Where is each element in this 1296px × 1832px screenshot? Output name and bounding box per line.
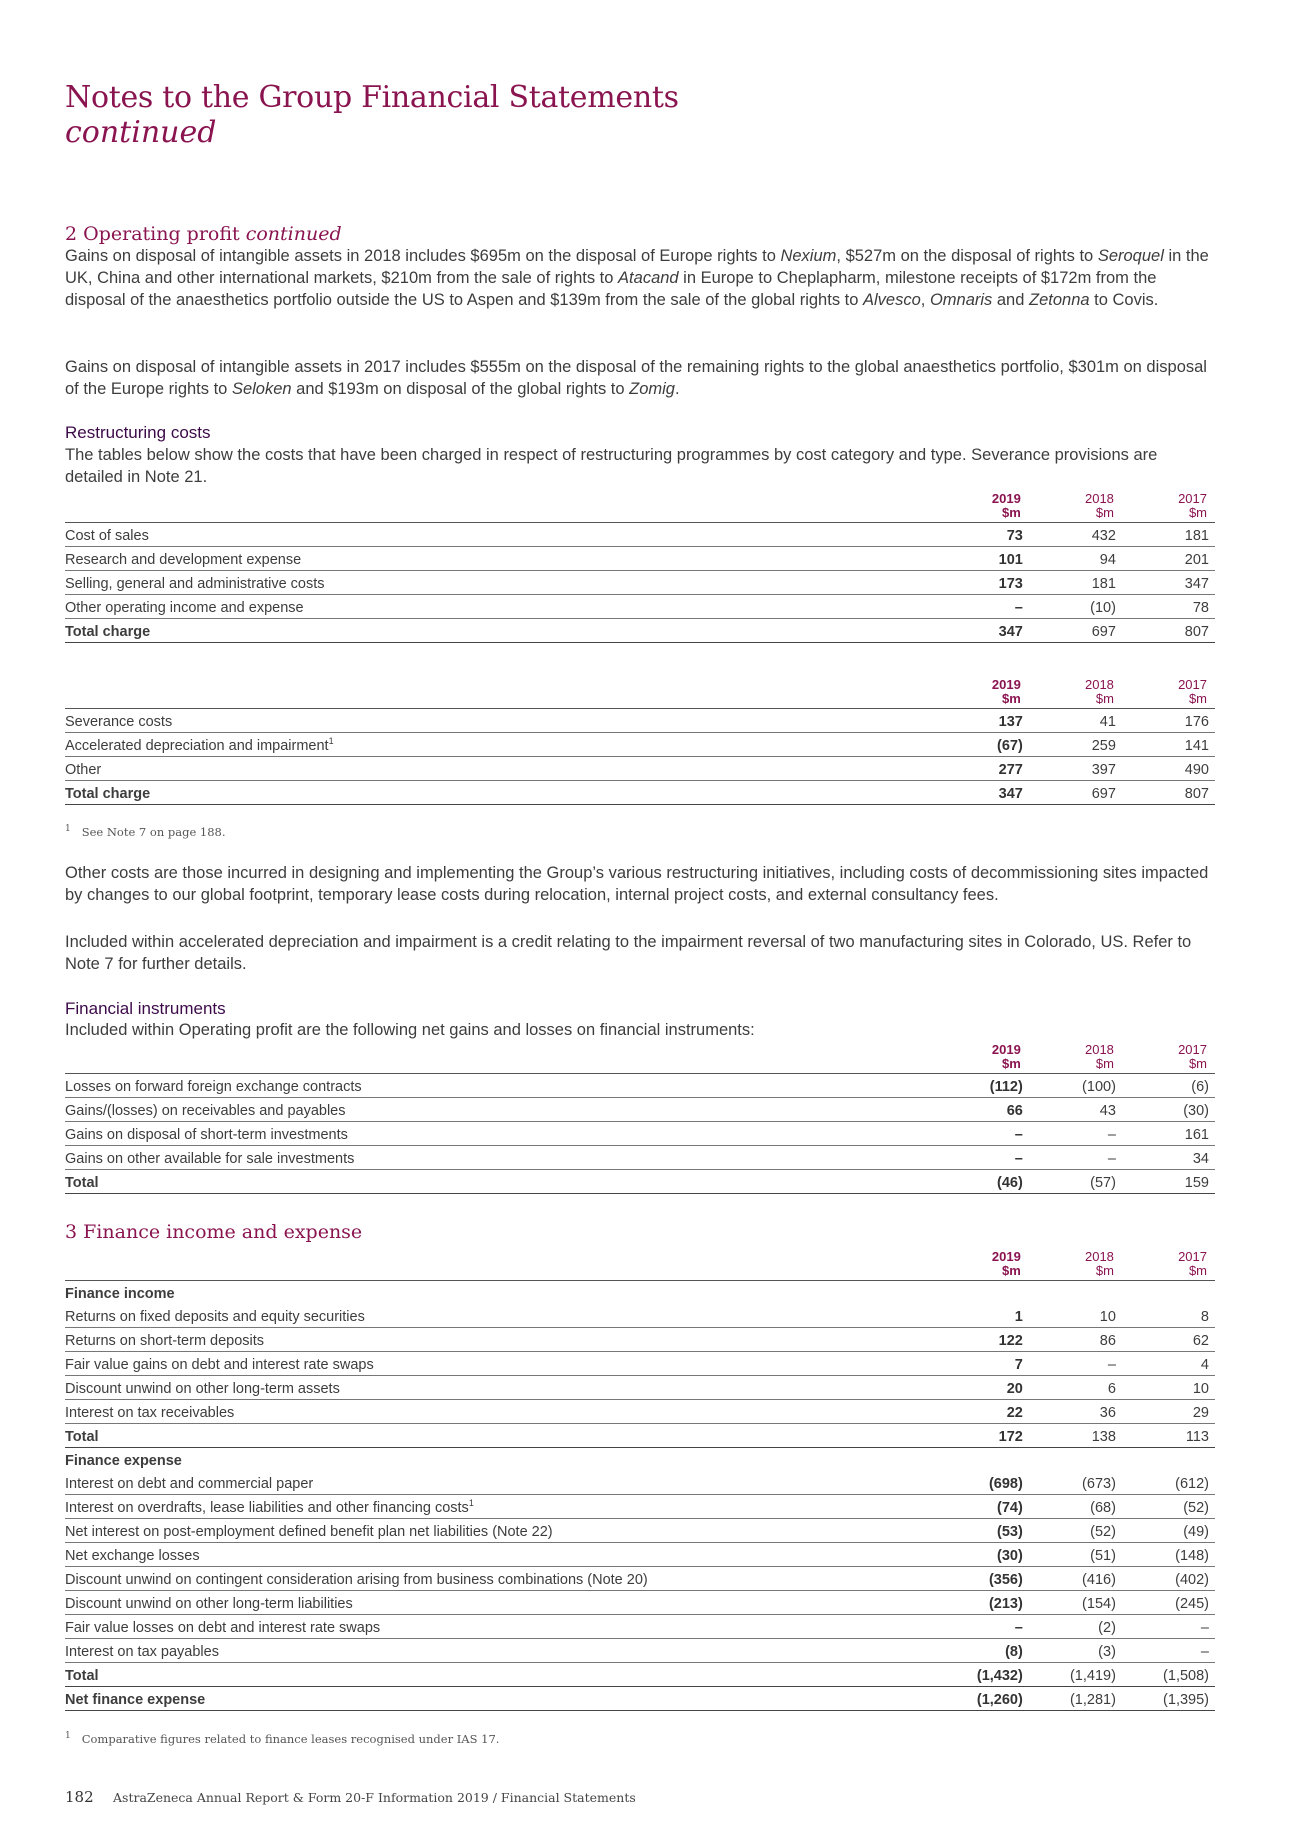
paragraph bbox=[65, 356, 1215, 400]
cell-value: (698) bbox=[936, 1471, 1029, 1495]
row-label bbox=[65, 595, 936, 619]
table-row bbox=[65, 1376, 1215, 1400]
cell-value bbox=[1122, 1448, 1215, 1472]
table-total-row bbox=[65, 1170, 1215, 1194]
cell-value: (100) bbox=[1029, 1074, 1122, 1098]
row-label bbox=[65, 1146, 936, 1170]
footnote-text: Comparative figures related to finance leases recognised under IAS 17. bbox=[81, 1732, 500, 1746]
row-label bbox=[65, 1328, 936, 1352]
cell-value: (57) bbox=[1029, 1170, 1122, 1194]
text-run: and bbox=[992, 291, 1029, 309]
table-row bbox=[65, 1146, 1215, 1170]
product-name: Atacand bbox=[618, 269, 679, 287]
row-label bbox=[65, 1098, 936, 1122]
cell-value: – bbox=[1122, 1639, 1215, 1663]
cell-value: (51) bbox=[1029, 1543, 1122, 1567]
column-unit: $m bbox=[1095, 691, 1114, 706]
column-year: 2019 bbox=[991, 1042, 1021, 1057]
cell-value: (3) bbox=[1029, 1639, 1122, 1663]
product-name: Zetonna bbox=[1029, 291, 1090, 309]
cell-value: 141 bbox=[1122, 733, 1215, 757]
cell-value: (30) bbox=[936, 1543, 1029, 1567]
table-row bbox=[65, 1591, 1215, 1615]
row-label-text: Discount unwind on contingent consideration arising from business combinations (Note 20) bbox=[65, 1572, 648, 1588]
table-row bbox=[65, 1471, 1215, 1495]
restructuring-type-table bbox=[65, 678, 1215, 805]
financial-instruments-intro-block bbox=[65, 1019, 1215, 1041]
cell-value: 122 bbox=[936, 1328, 1029, 1352]
cell-value: – bbox=[1029, 1122, 1122, 1146]
cell-value: 159 bbox=[1122, 1170, 1215, 1194]
cell-value: – bbox=[936, 1615, 1029, 1639]
cell-value: (52) bbox=[1122, 1495, 1215, 1519]
financial-instruments-heading: Financial instruments bbox=[65, 999, 226, 1018]
text-run: in the UK, China and other international markets, $210m from the sale of rights to bbox=[65, 247, 1209, 287]
row-label bbox=[65, 1687, 936, 1711]
cell-value: 347 bbox=[1122, 571, 1215, 595]
cell-value: (2) bbox=[1029, 1615, 1122, 1639]
paragraph: Included within accelerated depreciation and impairment is a credit relating to the impairment reversal of two manufacturing sites in Colorado, US. Refer to Note 7 for further details. bbox=[65, 933, 1192, 973]
row-label bbox=[65, 1074, 936, 1098]
cell-value: 176 bbox=[1122, 709, 1215, 733]
cell-value: 181 bbox=[1122, 523, 1215, 547]
row-label-text: Interest on tax receivables bbox=[65, 1405, 235, 1421]
cell-value: (245) bbox=[1122, 1591, 1215, 1615]
cell-value: 432 bbox=[1029, 523, 1122, 547]
table-row bbox=[65, 709, 1215, 733]
footnote-restructuring bbox=[65, 825, 1215, 839]
cell-value: 94 bbox=[1029, 547, 1122, 571]
cell-value: 78 bbox=[1122, 595, 1215, 619]
section-2-heading: 2 Operating profit bbox=[65, 223, 240, 245]
financial-instruments-intro: Included within Operating profit are the following net gains and losses on financial instruments: bbox=[65, 1021, 755, 1039]
text-run: in Europe to Cheplapharm, milestone receipts of $172m from the disposal of the anaesthetics portfolio outside the US to Aspen and $139m from the sale of the global rights to bbox=[65, 269, 1157, 309]
cell-value bbox=[1029, 1448, 1122, 1472]
row-label-text: Fair value losses on debt and interest rate swaps bbox=[65, 1620, 381, 1636]
section-2-title bbox=[65, 223, 1215, 245]
text-run: and $193m on disposal of the global rights to bbox=[291, 380, 630, 398]
row-label-text: Accelerated depreciation and impairment bbox=[65, 738, 329, 754]
cell-value: 259 bbox=[1029, 733, 1122, 757]
row-label-text: Discount unwind on other long-term assets bbox=[65, 1381, 340, 1397]
cell-value: (402) bbox=[1122, 1567, 1215, 1591]
column-year: 2018 bbox=[1084, 1042, 1114, 1057]
row-label-text: Total bbox=[65, 1668, 99, 1684]
row-label bbox=[65, 571, 936, 595]
cell-value: – bbox=[936, 1146, 1029, 1170]
cell-value: (673) bbox=[1029, 1471, 1122, 1495]
row-label bbox=[65, 1591, 936, 1615]
column-unit: $m bbox=[1002, 505, 1021, 520]
row-label-text: Total bbox=[65, 1175, 99, 1191]
row-label-text: Gains on other available for sale investments bbox=[65, 1151, 355, 1167]
cell-value: (6) bbox=[1122, 1074, 1215, 1098]
cell-value: 86 bbox=[1029, 1328, 1122, 1352]
row-label-text: Interest on overdrafts, lease liabilities and other financing costs bbox=[65, 1500, 469, 1516]
row-label-text: Other operating income and expense bbox=[65, 600, 304, 616]
cell-value: (213) bbox=[936, 1591, 1029, 1615]
row-label bbox=[65, 1567, 936, 1591]
column-unit: $m bbox=[1095, 1056, 1114, 1071]
row-label-text: Selling, general and administrative costs bbox=[65, 576, 325, 592]
product-name: Alvesco bbox=[863, 291, 921, 309]
table-row bbox=[65, 1615, 1215, 1639]
cell-value: 113 bbox=[1122, 1424, 1215, 1448]
column-header-2017 bbox=[1122, 1043, 1215, 1074]
restructuring-intro: The tables below show the costs that have been charged in respect of restructuring programmes by cost category and type. Severance provisions are detailed in Note 21. bbox=[65, 446, 1158, 486]
row-label bbox=[65, 1170, 936, 1194]
column-year: 2018 bbox=[1084, 1249, 1114, 1264]
cell-value: 34 bbox=[1122, 1146, 1215, 1170]
footnote-text: See Note 7 on page 188. bbox=[81, 825, 226, 839]
header-blank bbox=[65, 1250, 936, 1281]
cell-value: – bbox=[1122, 1615, 1215, 1639]
table-row bbox=[65, 1304, 1215, 1328]
cell-value: 10 bbox=[1029, 1304, 1122, 1328]
cell-value: (30) bbox=[1122, 1098, 1215, 1122]
cell-value: – bbox=[936, 1122, 1029, 1146]
text-run: , $527m on the disposal of rights to bbox=[836, 247, 1098, 265]
column-unit: $m bbox=[1002, 1263, 1021, 1278]
cell-value: – bbox=[1029, 1352, 1122, 1376]
row-label-text: Returns on fixed deposits and equity securities bbox=[65, 1309, 365, 1325]
section-2-continued: continued bbox=[245, 223, 342, 245]
column-unit: $m bbox=[1002, 1056, 1021, 1071]
column-unit: $m bbox=[1002, 691, 1021, 706]
row-label bbox=[65, 1376, 936, 1400]
column-unit: $m bbox=[1188, 691, 1207, 706]
cell-value: 181 bbox=[1029, 571, 1122, 595]
cell-value: 397 bbox=[1029, 757, 1122, 781]
cell-value: (74) bbox=[936, 1495, 1029, 1519]
column-header-2019 bbox=[936, 678, 1029, 709]
table-row bbox=[65, 757, 1215, 781]
section-2-para-1 bbox=[65, 245, 1215, 311]
column-year: 2017 bbox=[1178, 1042, 1207, 1057]
text-run: Gains on disposal of intangible assets in 2018 includes $695m on the disposal of Europe rights to bbox=[65, 247, 781, 265]
row-label-text: Net interest on post-employment defined benefit plan net liabilities (Note 22) bbox=[65, 1524, 553, 1540]
footnote-mark: 1 bbox=[65, 1731, 71, 1742]
cell-value: (68) bbox=[1029, 1495, 1122, 1519]
cell-value: 20 bbox=[936, 1376, 1029, 1400]
cell-value: (1,395) bbox=[1122, 1687, 1215, 1711]
cell-value: 29 bbox=[1122, 1400, 1215, 1424]
cell-value: (1,281) bbox=[1029, 1687, 1122, 1711]
column-year: 2017 bbox=[1178, 677, 1207, 692]
cell-value: 4 bbox=[1122, 1352, 1215, 1376]
row-label bbox=[65, 1352, 936, 1376]
cell-value: 161 bbox=[1122, 1122, 1215, 1146]
column-header-2018 bbox=[1029, 678, 1122, 709]
cell-value: (1,419) bbox=[1029, 1663, 1122, 1687]
cell-value: – bbox=[1029, 1146, 1122, 1170]
product-name: Nexium bbox=[780, 247, 837, 265]
cell-value: 201 bbox=[1122, 547, 1215, 571]
paragraph: Other costs are those incurred in designing and implementing the Group’s various restructuring initiatives, including costs of decommissioning sites impacted by changes to our global footprint, temporary lease costs during relocation, internal project costs, and external consultancy fees. bbox=[65, 864, 1209, 904]
product-name: Omnaris bbox=[929, 291, 993, 309]
row-label-text: Returns on short-term deposits bbox=[65, 1333, 265, 1349]
column-header-2018 bbox=[1029, 1250, 1122, 1281]
cell-value bbox=[936, 1448, 1029, 1472]
row-label bbox=[65, 709, 936, 733]
column-unit: $m bbox=[1095, 505, 1114, 520]
cell-value: 697 bbox=[1029, 781, 1122, 805]
cell-value: 66 bbox=[936, 1098, 1029, 1122]
section-2-para-2 bbox=[65, 356, 1215, 400]
cell-value: 41 bbox=[1029, 709, 1122, 733]
table-row bbox=[65, 1122, 1215, 1146]
table-row bbox=[65, 1328, 1215, 1352]
table-row bbox=[65, 1567, 1215, 1591]
column-year: 2018 bbox=[1084, 677, 1114, 692]
column-year: 2018 bbox=[1084, 491, 1114, 506]
row-label bbox=[65, 1543, 936, 1567]
row-label bbox=[65, 1663, 936, 1687]
footnote-finance bbox=[65, 1732, 1215, 1746]
table-total-row bbox=[65, 619, 1215, 643]
table-row bbox=[65, 571, 1215, 595]
cell-value bbox=[1029, 1281, 1122, 1305]
row-label-text: Total charge bbox=[65, 624, 151, 640]
column-year: 2019 bbox=[991, 677, 1021, 692]
cell-value: (52) bbox=[1029, 1519, 1122, 1543]
header-blank bbox=[65, 678, 936, 709]
row-label bbox=[65, 1495, 936, 1519]
row-label-text: Discount unwind on other long-term liabilities bbox=[65, 1596, 353, 1612]
cell-value: 1 bbox=[936, 1304, 1029, 1328]
row-label bbox=[65, 781, 936, 805]
column-header-2018 bbox=[1029, 1043, 1122, 1074]
cell-value: 6 bbox=[1029, 1376, 1122, 1400]
cell-value: (46) bbox=[936, 1170, 1029, 1194]
product-name: Seroquel bbox=[1097, 247, 1164, 265]
cell-value: 277 bbox=[936, 757, 1029, 781]
product-name: Zomig bbox=[629, 380, 675, 398]
cell-value: 7 bbox=[936, 1352, 1029, 1376]
cell-value: (1,260) bbox=[936, 1687, 1029, 1711]
footnote-ref: 1 bbox=[328, 736, 334, 747]
row-label bbox=[65, 1615, 936, 1639]
row-label bbox=[65, 1400, 936, 1424]
column-header-2019 bbox=[936, 492, 1029, 523]
table-row bbox=[65, 1098, 1215, 1122]
table-total-row bbox=[65, 1424, 1215, 1448]
row-label-text: Fair value gains on debt and interest rate swaps bbox=[65, 1357, 374, 1373]
column-header-2017 bbox=[1122, 1250, 1215, 1281]
cell-value: 172 bbox=[936, 1424, 1029, 1448]
table-row bbox=[65, 1074, 1215, 1098]
column-unit: $m bbox=[1188, 505, 1207, 520]
finance-income-expense-table bbox=[65, 1250, 1215, 1711]
cell-value: (49) bbox=[1122, 1519, 1215, 1543]
row-label bbox=[65, 1304, 936, 1328]
table-total-row bbox=[65, 781, 1215, 805]
row-label-text: Losses on forward foreign exchange contracts bbox=[65, 1079, 362, 1095]
restructuring-category-table bbox=[65, 492, 1215, 643]
row-label bbox=[65, 1281, 936, 1305]
row-label-text: Research and development expense bbox=[65, 552, 302, 568]
cell-value: 137 bbox=[936, 709, 1029, 733]
row-label-text: Interest on tax payables bbox=[65, 1644, 219, 1660]
column-header-2017 bbox=[1122, 492, 1215, 523]
row-label bbox=[65, 547, 936, 571]
cell-value: (112) bbox=[936, 1074, 1029, 1098]
column-header-2019 bbox=[936, 1043, 1029, 1074]
column-unit: $m bbox=[1188, 1056, 1207, 1071]
row-label-text: Gains on disposal of short-term investments bbox=[65, 1127, 348, 1143]
column-header-2018 bbox=[1029, 492, 1122, 523]
cell-value: 101 bbox=[936, 547, 1029, 571]
row-label-text: Net finance expense bbox=[65, 1692, 206, 1708]
table-row bbox=[65, 1543, 1215, 1567]
cell-value: – bbox=[936, 595, 1029, 619]
cell-value: (10) bbox=[1029, 595, 1122, 619]
row-label-text: Severance costs bbox=[65, 714, 173, 730]
cell-value: 347 bbox=[936, 781, 1029, 805]
cell-value: (148) bbox=[1122, 1543, 1215, 1567]
cell-value: (67) bbox=[936, 733, 1029, 757]
cell-value: 138 bbox=[1029, 1424, 1122, 1448]
row-label-text: Total charge bbox=[65, 786, 151, 802]
footnote-mark: 1 bbox=[65, 824, 71, 835]
table-group-row bbox=[65, 1281, 1215, 1305]
cell-value: 10 bbox=[1122, 1376, 1215, 1400]
cell-value: 807 bbox=[1122, 781, 1215, 805]
table-row bbox=[65, 733, 1215, 757]
restructuring-intro-block bbox=[65, 444, 1215, 488]
row-label bbox=[65, 1519, 936, 1543]
row-label-text: Gains/(losses) on receivables and payables bbox=[65, 1103, 346, 1119]
text-run: , bbox=[920, 291, 930, 309]
text-run: . bbox=[674, 380, 680, 398]
cell-value: 62 bbox=[1122, 1328, 1215, 1352]
header-blank bbox=[65, 492, 936, 523]
cell-value: 807 bbox=[1122, 619, 1215, 643]
section-2-para-3 bbox=[65, 862, 1215, 906]
cell-value: (1,508) bbox=[1122, 1663, 1215, 1687]
restructuring-heading: Restructuring costs bbox=[65, 423, 211, 442]
column-unit: $m bbox=[1095, 1263, 1114, 1278]
text-run: Gains on disposal of intangible assets in 2017 includes $555m on the disposal of the remaining rights to the global anaesthetics portfolio, $301m on disposal of the Europe rights to bbox=[65, 358, 1207, 398]
header-blank bbox=[65, 1043, 936, 1074]
table-row bbox=[65, 523, 1215, 547]
section-3-title: 3 Finance income and expense bbox=[65, 1221, 363, 1243]
row-label bbox=[65, 1448, 936, 1472]
column-year: 2019 bbox=[991, 1249, 1021, 1264]
text-run: to Covis. bbox=[1089, 291, 1159, 309]
cell-value bbox=[1122, 1281, 1215, 1305]
cell-value: (53) bbox=[936, 1519, 1029, 1543]
table-total-row bbox=[65, 1663, 1215, 1687]
column-year: 2017 bbox=[1178, 491, 1207, 506]
page-title: Notes to the Group Financial Statements bbox=[65, 80, 679, 115]
column-year: 2017 bbox=[1178, 1249, 1207, 1264]
table-row bbox=[65, 595, 1215, 619]
section-2-para-4 bbox=[65, 931, 1215, 975]
row-label bbox=[65, 1471, 936, 1495]
page-footer-text: AstraZeneca Annual Report & Form 20-F Information 2019 / Financial Statements bbox=[113, 1790, 636, 1805]
row-label-text: Interest on debt and commercial paper bbox=[65, 1476, 314, 1492]
cell-value: (1,432) bbox=[936, 1663, 1029, 1687]
table-row bbox=[65, 1352, 1215, 1376]
cell-value: (356) bbox=[936, 1567, 1029, 1591]
row-label bbox=[65, 757, 936, 781]
cell-value: 173 bbox=[936, 571, 1029, 595]
column-year: 2019 bbox=[991, 491, 1021, 506]
cell-value: 36 bbox=[1029, 1400, 1122, 1424]
column-unit: $m bbox=[1188, 1263, 1207, 1278]
page-subtitle: continued bbox=[65, 115, 217, 150]
table-row bbox=[65, 1519, 1215, 1543]
cell-value: 8 bbox=[1122, 1304, 1215, 1328]
row-label bbox=[65, 733, 936, 757]
cell-value bbox=[936, 1281, 1029, 1305]
cell-value: (612) bbox=[1122, 1471, 1215, 1495]
paragraph bbox=[65, 245, 1215, 311]
cell-value: 43 bbox=[1029, 1098, 1122, 1122]
table-total-row bbox=[65, 1687, 1215, 1711]
table-row bbox=[65, 547, 1215, 571]
financial-instruments-table bbox=[65, 1043, 1215, 1194]
footnote-ref: 1 bbox=[468, 1498, 474, 1509]
column-header-2017 bbox=[1122, 678, 1215, 709]
cell-value: 22 bbox=[936, 1400, 1029, 1424]
cell-value: (416) bbox=[1029, 1567, 1122, 1591]
page-number: 182 bbox=[65, 1788, 94, 1806]
cell-value: 73 bbox=[936, 523, 1029, 547]
cell-value: 697 bbox=[1029, 619, 1122, 643]
product-name: Seloken bbox=[231, 380, 292, 398]
row-label bbox=[65, 1122, 936, 1146]
row-label-text: Finance income bbox=[65, 1286, 175, 1302]
cell-value: 347 bbox=[936, 619, 1029, 643]
cell-value: (154) bbox=[1029, 1591, 1122, 1615]
row-label bbox=[65, 1639, 936, 1663]
row-label-text: Finance expense bbox=[65, 1453, 182, 1469]
column-header-2019 bbox=[936, 1250, 1029, 1281]
table-row bbox=[65, 1400, 1215, 1424]
table-row bbox=[65, 1495, 1215, 1519]
cell-value: (8) bbox=[936, 1639, 1029, 1663]
table-row bbox=[65, 1639, 1215, 1663]
row-label bbox=[65, 1424, 936, 1448]
row-label-text: Net exchange losses bbox=[65, 1548, 200, 1564]
row-label-text: Other bbox=[65, 762, 102, 778]
cell-value: 490 bbox=[1122, 757, 1215, 781]
row-label-text: Total bbox=[65, 1429, 99, 1445]
row-label-text: Cost of sales bbox=[65, 528, 149, 544]
row-label bbox=[65, 523, 936, 547]
row-label bbox=[65, 619, 936, 643]
table-group-row bbox=[65, 1448, 1215, 1472]
